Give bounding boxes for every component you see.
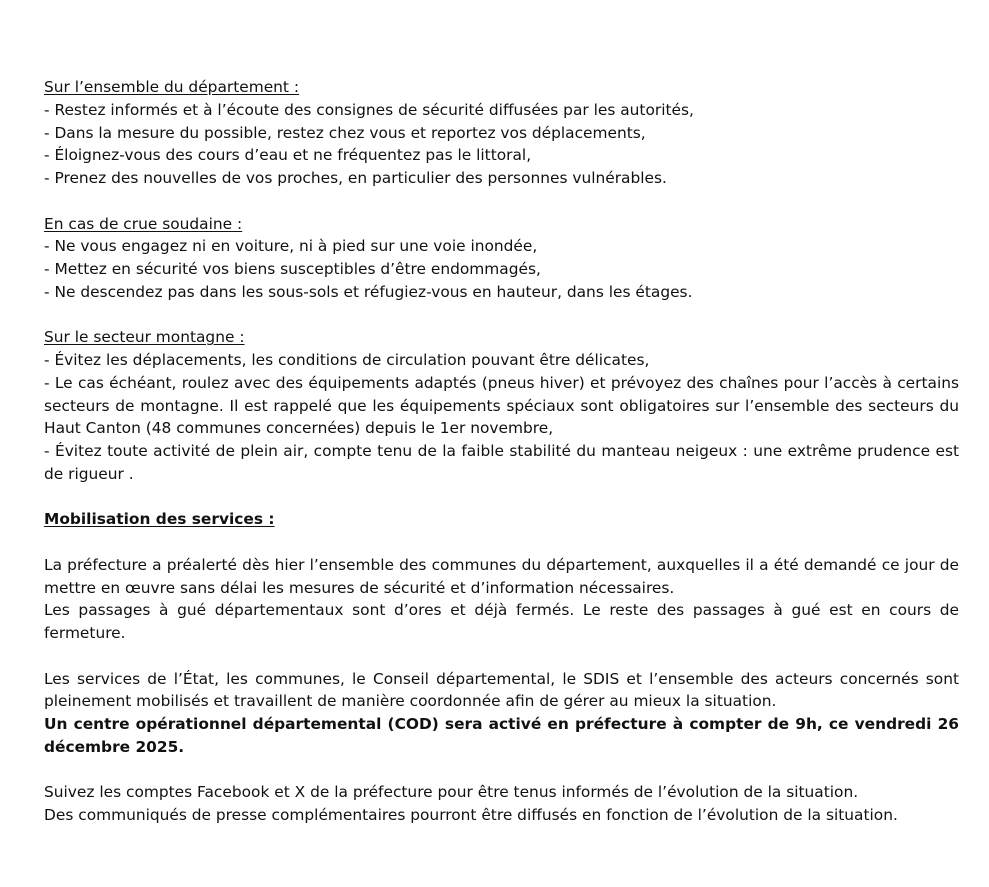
document-body xyxy=(44,76,959,850)
section-crue xyxy=(44,213,959,304)
list-item: - Mettez en sécurité vos biens susceptibles d’être endommagés, xyxy=(44,260,541,278)
paragraph-bold: Un centre opérationnel départemental (COD) sera activé en préfecture à compter de 9h, ce vendredi 26 décembre 2025. xyxy=(44,715,959,756)
section-heading: Sur l’ensemble du département : xyxy=(44,78,300,96)
section-heading: Sur le secteur montagne : xyxy=(44,328,245,347)
paragraph: Les services de l’État, les communes, le Conseil départemental, le SDIS et l’ensemble des acteurs concernés sont pleinement mobilisés et travaillent de manière coordonnée afin de gérer au mieux la situation. xyxy=(44,669,959,711)
section-mobilisation xyxy=(44,508,959,827)
paragraph: Suivez les comptes Facebook et X de la préfecture pour être tenus informés de l’évolution de la situation. xyxy=(44,783,859,802)
list-item: - Éloignez-vous des cours d’eau et ne fréquentez pas le littoral, xyxy=(44,146,532,165)
section-montagne xyxy=(44,326,959,485)
list-item: - Ne vous engagez ni en voiture, ni à pied sur une voie inondée, xyxy=(44,237,538,256)
paragraph: La préfecture a préalerté dès hier l’ensemble des communes du département, auxquelles il a été demandé ce jour de mettre en œuvre sans délai les mesures de sécurité et d’information nécessaires. xyxy=(44,555,959,597)
list-item: - Dans la mesure du possible, restez chez vous et reportez vos déplacements, xyxy=(44,123,646,142)
list-item: - Ne descendez pas dans les sous-sols et réfugiez-vous en hauteur, dans les étages. xyxy=(44,282,693,301)
list-item: - Le cas échéant, roulez avec des équipements adaptés (pneus hiver) et prévoyez des chaînes pour l’accès à certains secteurs de montagne. Il est rappelé que les équipements spéciaux sont obligatoires sur l’ensemble des secteurs du Haut Canton (48 communes concernées) depuis le 1er novembre, xyxy=(44,373,959,438)
list-item: - Prenez des nouvelles de vos proches, en particulier des personnes vulnérables. xyxy=(44,169,667,187)
list-item: - Évitez les déplacements, les conditions de circulation pouvant être délicates, xyxy=(44,351,650,369)
paragraph: Les passages à gué départementaux sont d’ores et déjà fermés. Le reste des passages à gué est en cours de fermeture. xyxy=(44,601,959,642)
section-heading: Mobilisation des services : xyxy=(44,510,275,529)
paragraph: Des communiqués de presse complémentaires pourront être diffusés en fonction de l’évolution de la situation. xyxy=(44,806,898,824)
section-heading: En cas de crue soudaine : xyxy=(44,214,243,233)
section-departement xyxy=(44,76,959,190)
list-item: - Évitez toute activité de plein air, compte tenu de la faible stabilité du manteau neigeux : une extrême prudence est de rigueur . xyxy=(44,442,959,483)
list-item: - Restez informés et à l’écoute des consignes de sécurité diffusées par les autorités, xyxy=(44,100,694,119)
